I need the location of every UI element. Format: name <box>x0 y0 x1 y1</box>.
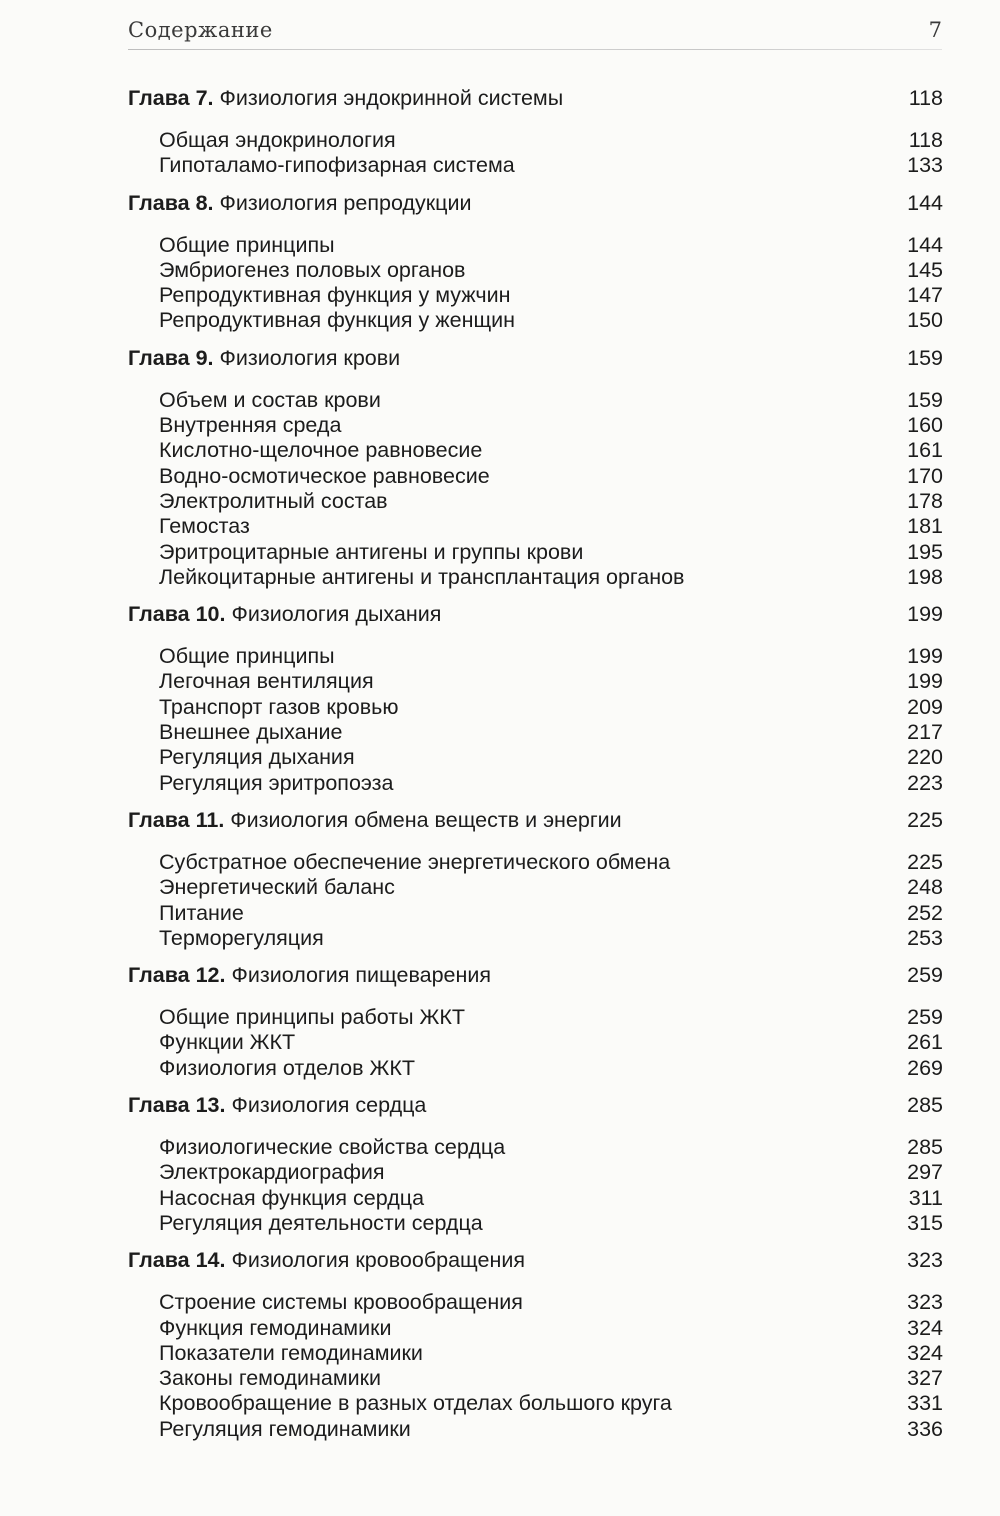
entry-title: Общая эндокринология <box>159 128 396 152</box>
entry-title: Гипоталамо-гипофизарная система <box>159 153 515 178</box>
toc-entry <box>128 128 943 153</box>
entry-page-number: 199 <box>907 669 943 694</box>
toc-entry <box>128 153 943 178</box>
entry-title: Общие принципы <box>159 644 335 669</box>
chapter-page-number: 144 <box>907 190 943 215</box>
chapter-title: Физиология эндокринной системы <box>219 86 564 110</box>
chapter-label: Глава 11. <box>128 807 225 832</box>
entry-title: Кислотно-щелочное равновесие <box>159 438 483 463</box>
toc-entry <box>128 1341 943 1366</box>
page-number: 7 <box>928 18 942 42</box>
entry-title: Терморегуляция <box>159 925 324 950</box>
entry-page-number: 223 <box>907 770 943 795</box>
entry-page-number: 324 <box>907 1315 943 1340</box>
entry-page-number: 150 <box>907 308 943 333</box>
entry-title: Легочная вентиляция <box>159 669 374 694</box>
chapter-row <box>128 963 943 989</box>
entry-page-number: 225 <box>907 849 943 874</box>
chapter-row <box>128 346 943 372</box>
entry-title: Функция гемодинамики <box>159 1315 392 1340</box>
toc-entry <box>128 644 943 669</box>
toc-entry <box>128 875 943 900</box>
toc-entry <box>128 413 943 438</box>
chapter-label: Глава 14. <box>128 1248 226 1273</box>
entry-page-number: 209 <box>907 694 943 719</box>
toc-entry <box>128 565 943 590</box>
chapter-label: Глава 9. <box>128 345 214 370</box>
entry-title: Питание <box>159 900 244 925</box>
chapter-row <box>128 1248 943 1274</box>
chapter-label: Глава 8. <box>128 190 214 215</box>
entry-page-number: 160 <box>907 413 943 438</box>
toc-chapter <box>128 191 943 334</box>
entry-page-number: 147 <box>907 283 943 308</box>
running-head <box>128 18 942 52</box>
entry-page-number: 253 <box>907 925 943 950</box>
toc-chapter <box>128 808 943 951</box>
entry-page-number: 170 <box>907 463 943 488</box>
toc-entry <box>128 308 943 333</box>
entry-title: Общие принципы <box>159 232 335 257</box>
entry-page-number: 181 <box>907 514 943 539</box>
entry-page-number: 217 <box>907 720 943 745</box>
toc-entry <box>128 1186 943 1211</box>
entry-page-number: 248 <box>907 875 943 900</box>
entry-page-number: 220 <box>907 745 943 770</box>
entry-title: Энергетический баланс <box>159 875 395 900</box>
entry-page-number: 336 <box>907 1416 943 1441</box>
chapter-row <box>128 602 943 628</box>
entry-title: Физиология отделов ЖКТ <box>159 1055 415 1080</box>
entry-page-number: 118 <box>908 128 943 152</box>
entry-title: Общие принципы работы ЖКТ <box>159 1005 466 1030</box>
entry-title: Электрокардиография <box>159 1160 385 1185</box>
chapter-title: Физиология репродукции <box>219 190 472 215</box>
toc-entry <box>128 1366 943 1391</box>
chapter-title: Физиология дыхания <box>231 602 442 627</box>
entry-title: Эмбриогенез половых органов <box>159 257 466 282</box>
entry-page-number: 311 <box>908 1185 943 1210</box>
toc-entry <box>128 464 943 489</box>
entry-title: Строение системы кровообращения <box>159 1290 523 1315</box>
toc-entry <box>128 283 943 308</box>
chapter-row <box>128 1093 943 1119</box>
entry-title: Функции ЖКТ <box>159 1030 296 1055</box>
chapter-title: Физиология обмена веществ и энергии <box>230 807 622 832</box>
entry-title: Насосная функция сердца <box>159 1185 425 1210</box>
toc-entry <box>128 745 943 770</box>
chapter-page-number: 199 <box>907 602 943 627</box>
entry-title: Законы гемодинамики <box>159 1366 382 1391</box>
toc-entry <box>128 901 943 926</box>
entry-page-number: 324 <box>907 1340 943 1365</box>
toc-entry <box>128 1030 943 1055</box>
entry-title: Репродуктивная функция у мужчин <box>159 283 511 308</box>
chapter-page-number: 159 <box>907 345 943 370</box>
entry-title: Лейкоцитарные антигены и трансплантация органов <box>159 564 685 589</box>
entry-page-number: 133 <box>907 153 943 178</box>
entry-page-number: 195 <box>907 539 943 564</box>
chapter-title: Физиология крови <box>219 345 401 370</box>
toc-entry <box>128 388 943 413</box>
chapter-title: Физиология сердца <box>231 1093 427 1118</box>
chapter-row <box>128 808 943 834</box>
chapter-page-number: 323 <box>907 1248 943 1273</box>
entry-page-number: 199 <box>907 644 943 669</box>
entry-title: Регуляция дыхания <box>159 745 355 770</box>
chapter-label: Глава 12. <box>128 963 226 988</box>
toc-entry <box>128 258 943 283</box>
toc-entry <box>128 438 943 463</box>
entry-title: Водно-осмотическое равновесие <box>159 463 490 488</box>
toc-entry <box>128 850 943 875</box>
entry-title: Показатели гемодинамики <box>159 1340 423 1365</box>
toc-entry <box>128 1211 943 1236</box>
table-of-contents <box>128 86 943 1454</box>
entry-page-number: 327 <box>907 1366 943 1391</box>
toc-entry <box>128 233 943 258</box>
entry-title: Кровообращение в разных отделах большого круга <box>159 1391 672 1416</box>
entry-page-number: 323 <box>907 1290 943 1315</box>
entry-title: Электролитный состав <box>159 488 388 513</box>
entry-title: Репродуктивная функция у женщин <box>159 308 516 333</box>
entry-page-number: 144 <box>907 232 943 257</box>
running-title: Содержание <box>128 18 273 42</box>
chapter-row <box>128 191 943 217</box>
entry-title: Внутренняя среда <box>159 413 342 438</box>
chapter-title: Физиология кровообращения <box>231 1248 525 1273</box>
entry-page-number: 178 <box>907 488 943 513</box>
entry-title: Транспорт газов кровью <box>159 694 399 719</box>
chapter-title: Физиология пищеварения <box>231 963 492 988</box>
entry-page-number: 159 <box>907 387 943 412</box>
entry-page-number: 297 <box>907 1160 943 1185</box>
toc-entry <box>128 926 943 951</box>
toc-entry <box>128 695 943 720</box>
entry-title: Физиологические свойства сердца <box>159 1135 506 1160</box>
entry-page-number: 261 <box>907 1030 943 1055</box>
entry-page-number: 315 <box>907 1210 943 1235</box>
toc-entry <box>128 720 943 745</box>
toc-entry <box>128 514 943 539</box>
chapter-page-number: 259 <box>907 963 943 988</box>
toc-chapter <box>128 86 943 179</box>
toc-entry <box>128 1135 943 1160</box>
toc-entry <box>128 1056 943 1081</box>
entry-title: Регуляция гемодинамики <box>159 1416 411 1441</box>
toc-entry <box>128 1316 943 1341</box>
chapter-page-number: 225 <box>907 807 943 832</box>
chapter-label: Глава 10. <box>128 602 226 627</box>
entry-page-number: 285 <box>907 1135 943 1160</box>
entry-page-number: 259 <box>907 1005 943 1030</box>
toc-entry <box>128 669 943 694</box>
toc-entry <box>128 1417 943 1442</box>
entry-title: Внешнее дыхание <box>159 720 343 745</box>
toc-entry <box>128 771 943 796</box>
toc-chapter <box>128 602 943 796</box>
toc-entry <box>128 1160 943 1185</box>
toc-entry <box>128 489 943 514</box>
toc-entry <box>128 1290 943 1315</box>
toc-chapter <box>128 346 943 590</box>
toc-entry <box>128 540 943 565</box>
chapter-page-number: 118 <box>908 86 943 110</box>
toc-chapter <box>128 963 943 1081</box>
chapter-row <box>128 86 943 112</box>
entry-title: Эритроцитарные антигены и группы крови <box>159 539 584 564</box>
entry-title: Регуляция деятельности сердца <box>159 1210 483 1235</box>
entry-page-number: 252 <box>907 900 943 925</box>
toc-entry <box>128 1005 943 1030</box>
chapter-label: Глава 7. <box>128 86 214 110</box>
entry-page-number: 331 <box>907 1391 943 1416</box>
toc-entry <box>128 1391 943 1416</box>
entry-page-number: 269 <box>907 1055 943 1080</box>
entry-page-number: 145 <box>907 257 943 282</box>
entry-title: Регуляция эритропоэза <box>159 770 394 795</box>
toc-chapter <box>128 1093 943 1236</box>
toc-chapter <box>128 1248 943 1442</box>
header-rule <box>128 49 942 50</box>
entry-page-number: 161 <box>907 438 943 463</box>
chapter-label: Глава 13. <box>128 1093 226 1118</box>
entry-title: Гемостаз <box>159 514 250 539</box>
entry-title: Субстратное обеспечение энергетического обмена <box>159 849 671 874</box>
entry-title: Объем и состав крови <box>159 387 381 412</box>
chapter-page-number: 285 <box>907 1093 943 1118</box>
entry-page-number: 198 <box>907 564 943 589</box>
